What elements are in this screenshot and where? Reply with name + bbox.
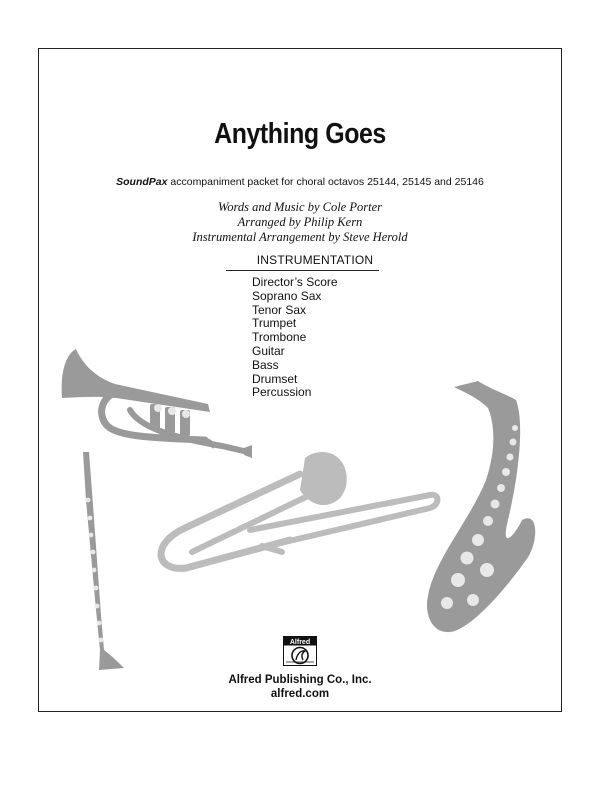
logo-text: Alfred: [289, 639, 311, 646]
instrument-item: Drumset: [252, 371, 298, 386]
trumpet-illustration: [62, 349, 252, 458]
clarinet-illustration: [83, 452, 124, 670]
page-title: Anything Goes: [214, 118, 386, 150]
instrument-item: Percussion: [252, 385, 312, 400]
instrument-item: Soprano Sax: [252, 288, 322, 303]
subtitle-text: accompaniment packet for choral octavos 25144, 25145 and 25146: [167, 176, 484, 188]
credit-instrumental-arranger: Instrumental Arrangement by Steve Herold: [192, 230, 408, 244]
instrument-item: Trumpet: [252, 316, 297, 331]
instrument-item: Director’s Score: [252, 275, 338, 289]
publisher-url[interactable]: alfred.com: [270, 688, 330, 700]
credit-words-music: Words and Music by Cole Porter: [218, 200, 382, 214]
instrument-item: Trombone: [252, 330, 307, 345]
instrumentation-heading: INSTRUMENTATION: [256, 253, 374, 267]
publisher-block: [0, 673, 600, 701]
trombone-illustration: [161, 452, 437, 568]
soundpax-brand: SoundPax: [116, 176, 168, 188]
instrument-item: Guitar: [252, 343, 285, 358]
credit-arranger: Arranged by Philip Kern: [237, 215, 363, 229]
instrument-item: Tenor Sax: [252, 302, 307, 317]
instrument-item: Bass: [252, 357, 279, 372]
alfred-logo: [283, 636, 317, 666]
publisher-name: Alfred Publishing Co., Inc.: [228, 674, 372, 686]
saxophone-illustration: [427, 381, 535, 632]
